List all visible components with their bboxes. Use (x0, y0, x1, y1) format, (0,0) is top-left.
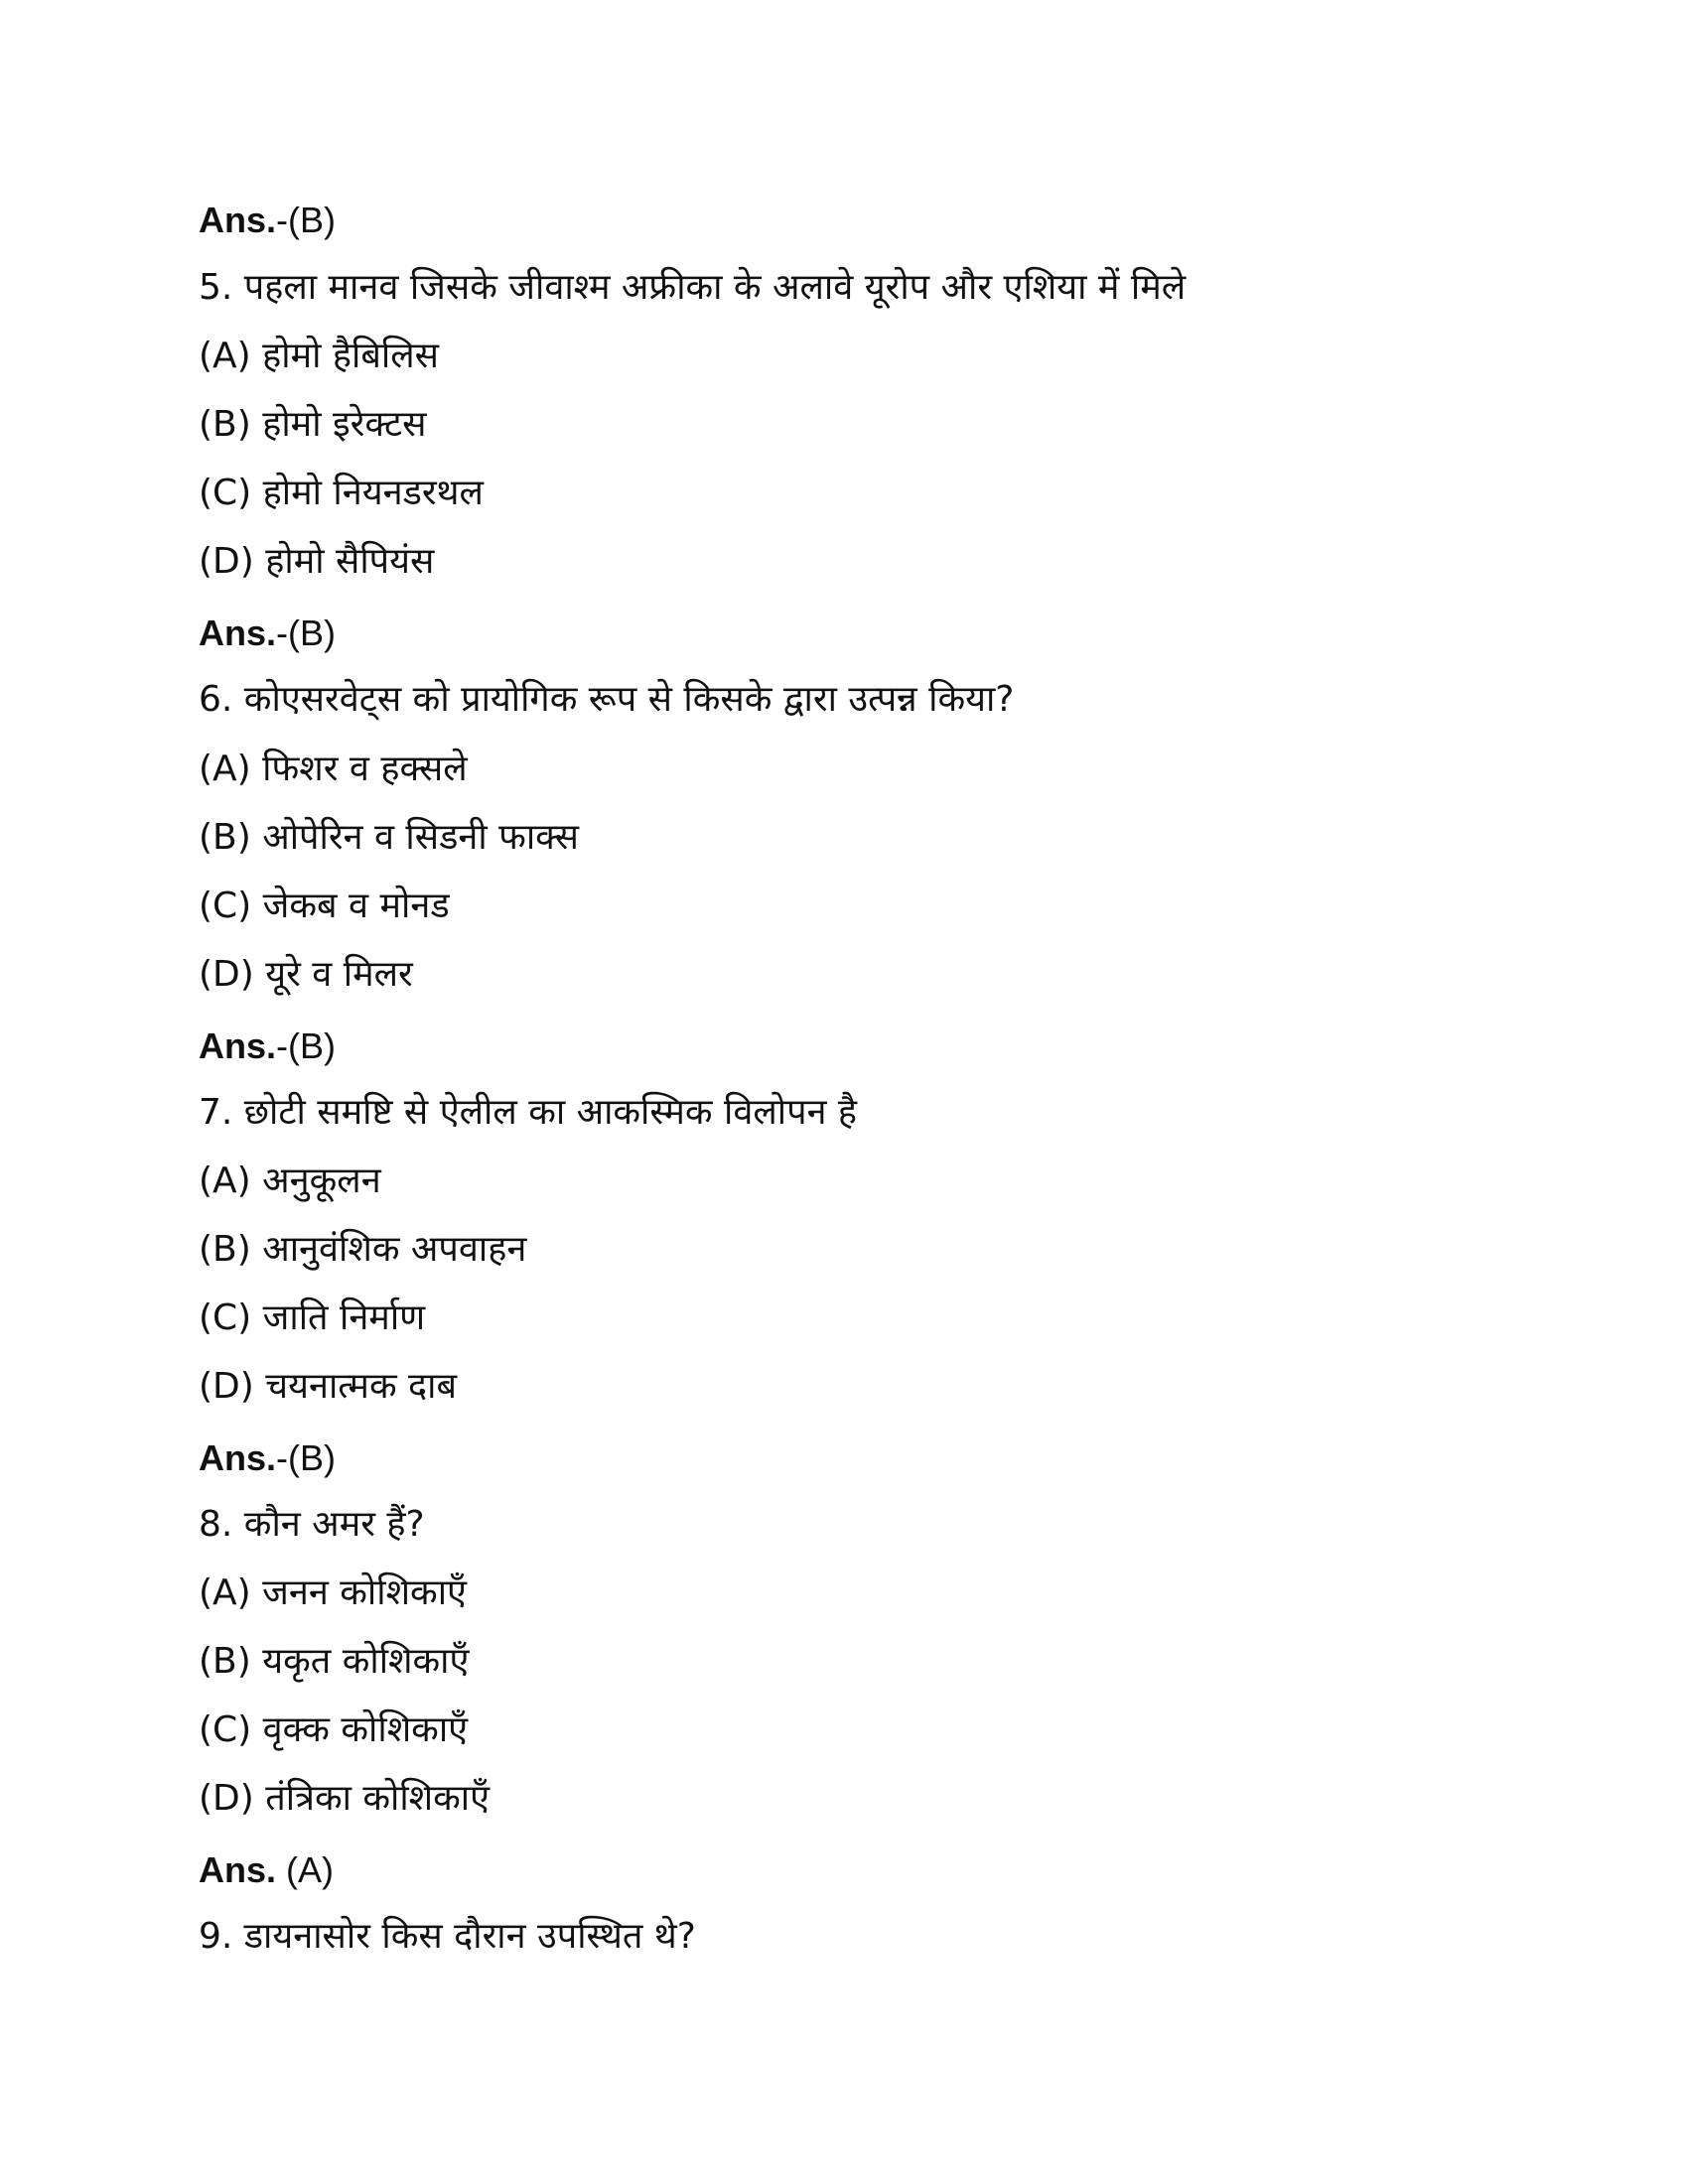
answer-label: Ans. (199, 1025, 277, 1066)
question-5-option-d: (D) होमो सैपियंस (199, 541, 435, 582)
question-5-option-a: (A) होमो हैबिलिस (199, 336, 439, 376)
question-6-text: 6. कोएसरवेट्स को प्रायोगिक रूप से किसके द्वारा उत्पन्न किया? (199, 679, 1015, 720)
question-8-option-c: (C) वृक्क कोशिकाएँ (199, 1709, 469, 1750)
question-7-option-d: (D) चयनात्मक दाब (199, 1366, 458, 1407)
question-6-option-d: (D) यूरे व मिलर (199, 954, 413, 995)
question-6-option-c: (C) जेकब व मोनड (199, 886, 450, 926)
answer-line-q6 (199, 1023, 336, 1071)
question-8-option-a: (A) जनन कोशिकाएँ (199, 1572, 467, 1613)
answer-line-q7 (199, 1434, 336, 1483)
question-8-text: 8. कौन अमर हैं? (199, 1504, 425, 1545)
answer-value: -(B) (276, 200, 336, 240)
question-6-option-b: (B) ओपेरिन व सिडनी फाक्स (199, 817, 579, 858)
answer-line-q8 (199, 1846, 334, 1895)
answer-label: Ans. (199, 1437, 277, 1478)
answer-label: Ans. (199, 1849, 277, 1890)
question-7-option-b: (B) आनुवंशिक अपवाहन (199, 1229, 527, 1270)
question-7-option-a: (A) अनुकूलन (199, 1160, 381, 1201)
answer-label: Ans. (199, 200, 277, 240)
answer-line-q4 (199, 197, 336, 245)
question-7-option-c: (C) जाति निर्माण (199, 1297, 426, 1338)
question-5-option-c: (C) होमो नियनडरथल (199, 473, 484, 513)
question-6-option-a: (A) फिशर व हक्सले (199, 749, 468, 789)
answer-label: Ans. (199, 613, 277, 653)
question-5-option-b: (B) होमो इरेक्टस (199, 404, 427, 445)
answer-value: -(B) (276, 613, 336, 653)
question-7-text: 7. छोटी समष्टि से ऐलील का आकस्मिक विलोपन है (199, 1092, 858, 1133)
question-8-option-d: (D) तंत्रिका कोशिकाएँ (199, 1778, 491, 1819)
question-9-text: 9. डायनासोर किस दौरान उपस्थित थे? (199, 1916, 696, 1957)
question-5-text: 5. पहला मानव जिसके जीवाश्म अफ्रीका के अलावे यूरोप और एशिया में मिले (199, 267, 1187, 308)
question-8-option-b: (B) यकृत कोशिकाएँ (199, 1641, 470, 1682)
answer-value: -(B) (276, 1025, 336, 1066)
answer-value: -(B) (276, 1437, 336, 1478)
answer-line-q5 (199, 610, 336, 658)
answer-value: (A) (276, 1849, 335, 1890)
